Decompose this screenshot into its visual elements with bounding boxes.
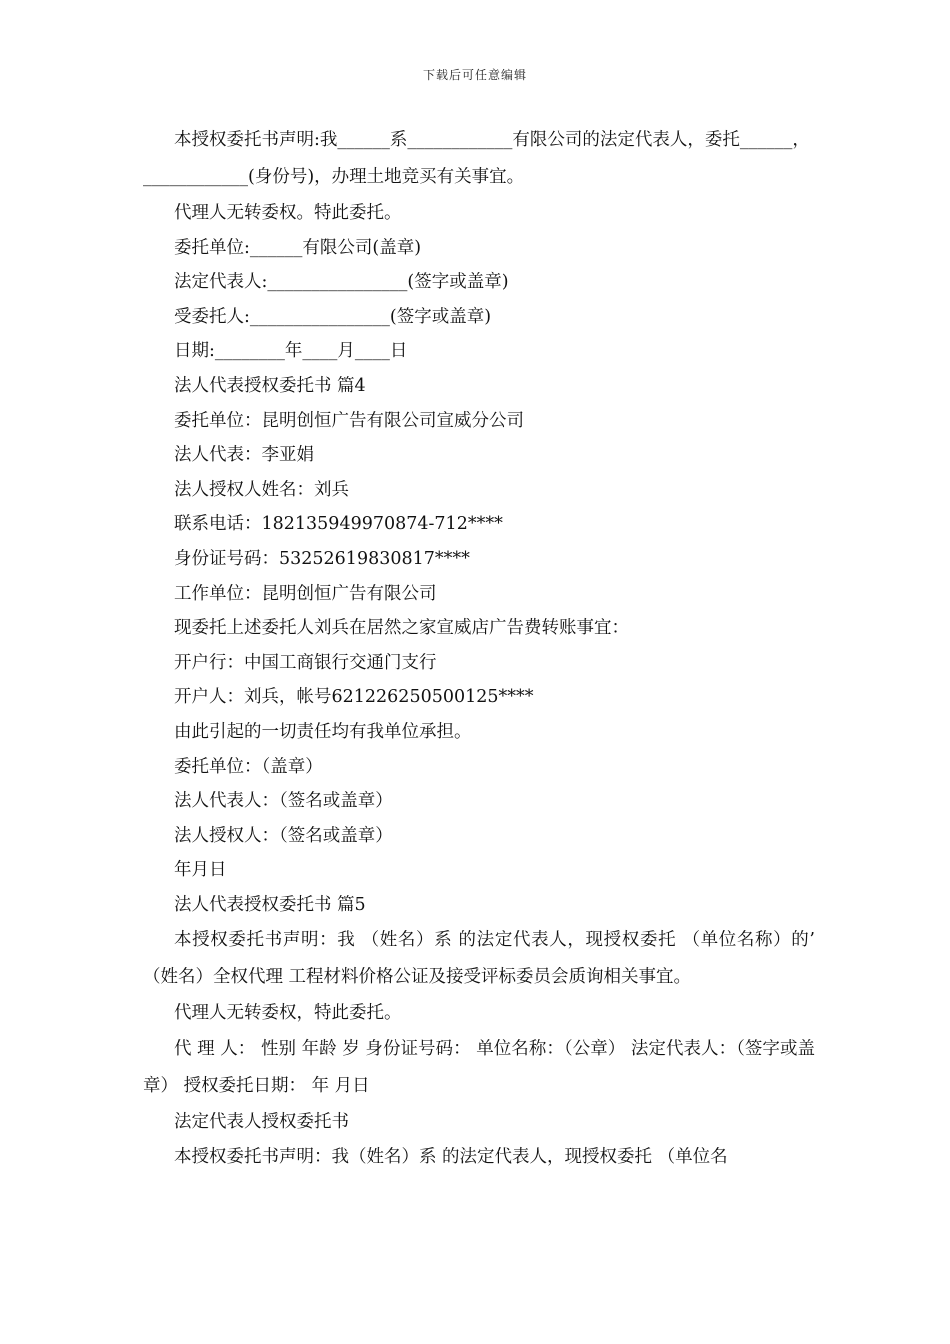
paragraph-no-subdelegation-5: 代理人无转委权，特此委托。: [174, 1003, 402, 1024]
paragraph-entrusting-unit: 委托单位:______有限公司(盖章): [174, 237, 422, 258]
paragraph-authorized-name: 法人授权人姓名：刘兵: [174, 479, 349, 500]
section-title-legal-rep: 法定代表人授权委托书: [174, 1112, 349, 1133]
paragraph-id-number: 身份证号码：53252619830817****: [174, 548, 470, 569]
paragraph-rep-signature: 法人代表人：（签名或盖章）: [174, 791, 393, 812]
paragraph-authorized-signature: 法人授权人：（签名或盖章）: [174, 825, 393, 846]
paragraph-date-4: 年月日: [174, 860, 227, 881]
paragraph-declaration-5: 本授权委托书声明：我 （姓名）系 的法定代表人，现授权委托 （单位名称）的’ （姓名）全权代理 工程材料价格公证及接受评标委员会质询相关事宜。: [143, 930, 821, 988]
paragraph-agent-info: 代 理 人： 性别 年龄 岁 身份证号码： 单位名称：（公章） 法定代表人：（签字或盖章） 授权委托日期： 年 月日: [143, 1039, 815, 1097]
paragraph-responsibility: 由此引起的一切责任均有我单位承担。: [174, 721, 472, 742]
paragraph-entrusting-unit-4: 委托单位：昆明创恒广告有限公司宣威分公司: [174, 410, 524, 431]
paragraph-entrusted-person: 受委托人:________________(签字或盖章): [174, 306, 492, 327]
section-title-4: 法人代表授权委托书 篇4: [174, 375, 366, 396]
paragraph-entrust-matter: 现委托上述委托人刘兵在居然之家宣威店广告费转账事宜：: [174, 618, 629, 639]
paragraph-bank: 开户行：中国工商银行交通门支行: [174, 652, 437, 673]
paragraph-legal-representative: 法定代表人:________________(签字或盖章): [174, 272, 509, 293]
paragraph-phone: 联系电话：182135949970874-712****: [174, 514, 503, 535]
paragraph-legal-rep-4: 法人代表：李亚娟: [174, 445, 314, 466]
paragraph-account: 开户人：刘兵，帐号621226250500125****: [174, 687, 534, 708]
page-header: 下载后可任意编辑: [422, 68, 527, 82]
paragraph-no-subdelegation: 代理人无转委权。特此委托。: [174, 203, 402, 223]
paragraph-date: 日期:________年____月____日: [174, 341, 408, 362]
document-body: [143, 122, 821, 1174]
paragraph-declaration-final: 本授权委托书声明：我（姓名）系 的法定代表人，现授权委托 （单位名: [174, 1146, 728, 1167]
section-title-5: 法人代表授权委托书 篇5: [174, 894, 366, 915]
paragraph-unit-seal: 委托单位：（盖章）: [174, 756, 323, 777]
paragraph-declaration-land: 本授权委托书声明:我______系____________有限公司的法定代表人，委托______，____________(身份号)，办理土地竞买有关事宜。: [143, 130, 810, 187]
paragraph-work-unit: 工作单位：昆明创恒广告有限公司: [174, 583, 437, 604]
